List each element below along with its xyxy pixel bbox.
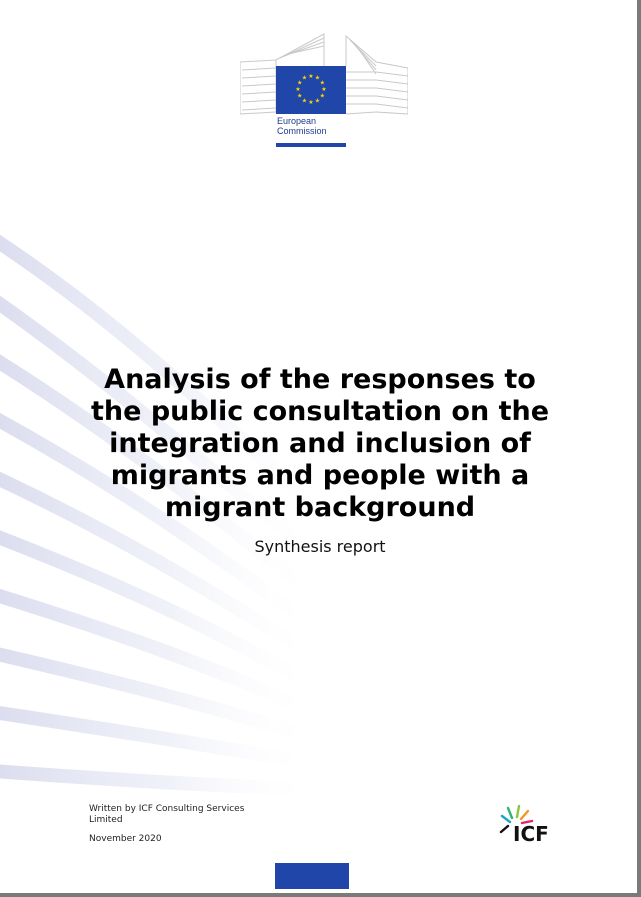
publication-date: November 2020 bbox=[89, 834, 162, 844]
commission-logo-text bbox=[277, 116, 327, 136]
svg-text:★: ★ bbox=[308, 73, 314, 80]
title-line: migrants and people with a bbox=[110, 460, 530, 491]
logo-underline bbox=[276, 143, 346, 147]
svg-text:★: ★ bbox=[301, 74, 308, 82]
svg-text:★: ★ bbox=[301, 97, 308, 105]
svg-text:★: ★ bbox=[314, 97, 321, 105]
svg-text:★: ★ bbox=[314, 74, 321, 82]
title-line: Analysis of the responses to bbox=[104, 364, 536, 395]
title-line: integration and inclusion of bbox=[109, 428, 531, 459]
title-line: the public consultation on the bbox=[90, 396, 550, 427]
eu-stars-icon bbox=[276, 66, 346, 114]
page-edge-right bbox=[637, 0, 641, 897]
author-line-2: Limited bbox=[89, 815, 123, 825]
eu-flag bbox=[276, 66, 346, 114]
svg-text:★: ★ bbox=[319, 92, 325, 100]
svg-text:★: ★ bbox=[295, 86, 301, 93]
svg-text:★: ★ bbox=[321, 86, 327, 93]
page-edge-bottom bbox=[0, 893, 641, 897]
report-title bbox=[60, 364, 580, 524]
report-subtitle: Synthesis report bbox=[254, 537, 386, 556]
author-line-1: Written by ICF Consulting Services bbox=[89, 804, 245, 814]
svg-text:★: ★ bbox=[297, 92, 303, 100]
svg-text:★: ★ bbox=[308, 99, 314, 106]
svg-text:★: ★ bbox=[297, 79, 303, 87]
eu-blue-block bbox=[275, 863, 349, 889]
title-line: migrant background bbox=[164, 492, 476, 523]
svg-text:★: ★ bbox=[319, 79, 325, 87]
author-credit bbox=[89, 804, 289, 826]
logo-line-2: Commission bbox=[277, 126, 327, 136]
icf-logo-text: ICF bbox=[513, 822, 549, 846]
logo-line-1: European bbox=[277, 116, 317, 126]
